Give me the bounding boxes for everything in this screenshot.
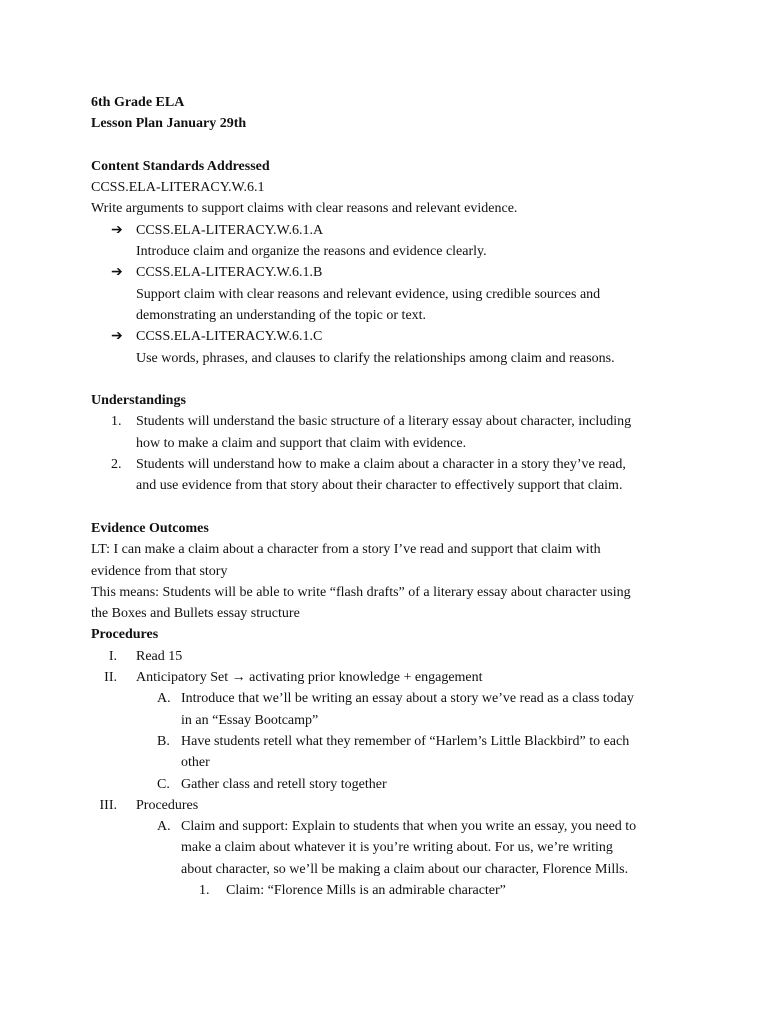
procedure-subitem-text: make a claim about whatever it is you’re writing about. For us, we’re writing [181,840,613,856]
standard-subitem-text: Introduce claim and organize the reasons and evidence clearly. [136,244,487,260]
procedure-subitem [91,731,691,774]
standard-subitem-code: CCSS.ELA-LITERACY.W.6.1.B [136,265,323,281]
standards-heading: Content Standards Addressed [91,158,270,174]
procedure-item-text: Anticipatory Set → activating prior knowledge + engagement [136,670,483,686]
lesson-date-title: Lesson Plan January 29th [91,116,247,132]
lesson-plan-body [91,92,691,901]
procedure-item [91,646,691,667]
procedure-subitem-text: Introduce that we’ll be writing an essay about a story we’ve read as a class today [181,691,634,707]
list-item [91,454,691,497]
evidence-line: LT: I can make a claim about a character from a story I’ve read and support that claim with [91,542,601,558]
list-number: 1. [111,414,122,430]
standard-subitem-code: CCSS.ELA-LITERACY.W.6.1.C [136,329,323,345]
standard-subitem [91,220,691,263]
procedure-subitem [91,774,691,795]
procedure-item [91,795,691,816]
roman-numeral: III. [99,797,117,813]
roman-numeral: I. [108,648,117,664]
procedure-subitem-text: about character, so we’ll be making a claim about our character, Florence Mills. [181,861,629,877]
letter-marker: B. [157,733,170,749]
list-item-text: and use evidence from that story about their character to effectively support that claim. [136,478,623,494]
evidence-line: the Boxes and Bullets essay structure [91,606,300,622]
procedure-subitem-text: in an “Essay Bootcamp” [181,712,319,728]
procedure-subitem-text: other [181,755,210,771]
arrow-bullet-icon: ➔ [111,329,123,345]
procedure-subsubitem [91,880,691,901]
letter-marker: A. [157,691,171,707]
procedure-subsubitem-text: Claim: “Florence Mills is an admirable character” [226,882,506,898]
letter-marker: C. [157,776,170,792]
standard-code: CCSS.ELA-LITERACY.W.6.1 [91,180,265,196]
list-item [91,411,691,454]
list-number: 2. [111,457,122,473]
list-item-text: Students will understand how to make a claim about a character in a story they’ve read, [136,457,626,473]
number-marker: 1. [199,882,210,898]
letter-marker: A. [157,819,171,835]
evidence-line: evidence from that story [91,563,228,579]
list-item-text: Students will understand the basic structure of a literary essay about character, including [136,414,632,430]
standard-subitem-text: Use words, phrases, and clauses to clarify the relationships among claim and reasons. [136,350,615,366]
evidence-line: This means: Students will be able to write “flash drafts” of a literary essay about character using [91,584,631,600]
procedure-item [91,667,691,688]
procedure-item-text: Procedures [136,797,199,813]
standard-subitem [91,326,691,369]
procedure-subitem-text: Have students retell what they remember of “Harlem’s Little Blackbird” to each [181,733,630,749]
arrow-bullet-icon: ➔ [111,222,123,238]
standard-subitem-text: Support claim with clear reasons and relevant evidence, using credible sources and [136,286,601,302]
roman-numeral: II. [104,670,117,686]
list-item-text: how to make a claim and support that claim with evidence. [136,435,467,451]
procedure-subitem-text: Gather class and retell story together [181,776,387,792]
standard-subitem-code: CCSS.ELA-LITERACY.W.6.1.A [136,222,324,238]
course-title: 6th Grade ELA [91,95,185,110]
procedure-subitem [91,816,691,880]
evidence-heading: Evidence Outcomes [91,520,209,536]
procedure-item-text: Read 15 [136,648,183,664]
standard-subitem [91,262,691,326]
procedure-subitem-text: Claim and support: Explain to students that when you write an essay, you need to [181,819,637,835]
standard-subitem-text: demonstrating an understanding of the topic or text. [136,307,427,323]
procedures-heading: Procedures [91,627,159,643]
standard-description: Write arguments to support claims with clear reasons and relevant evidence. [91,201,518,217]
understandings-heading: Understandings [91,393,186,409]
arrow-bullet-icon: ➔ [111,265,123,281]
procedure-subitem [91,688,691,731]
